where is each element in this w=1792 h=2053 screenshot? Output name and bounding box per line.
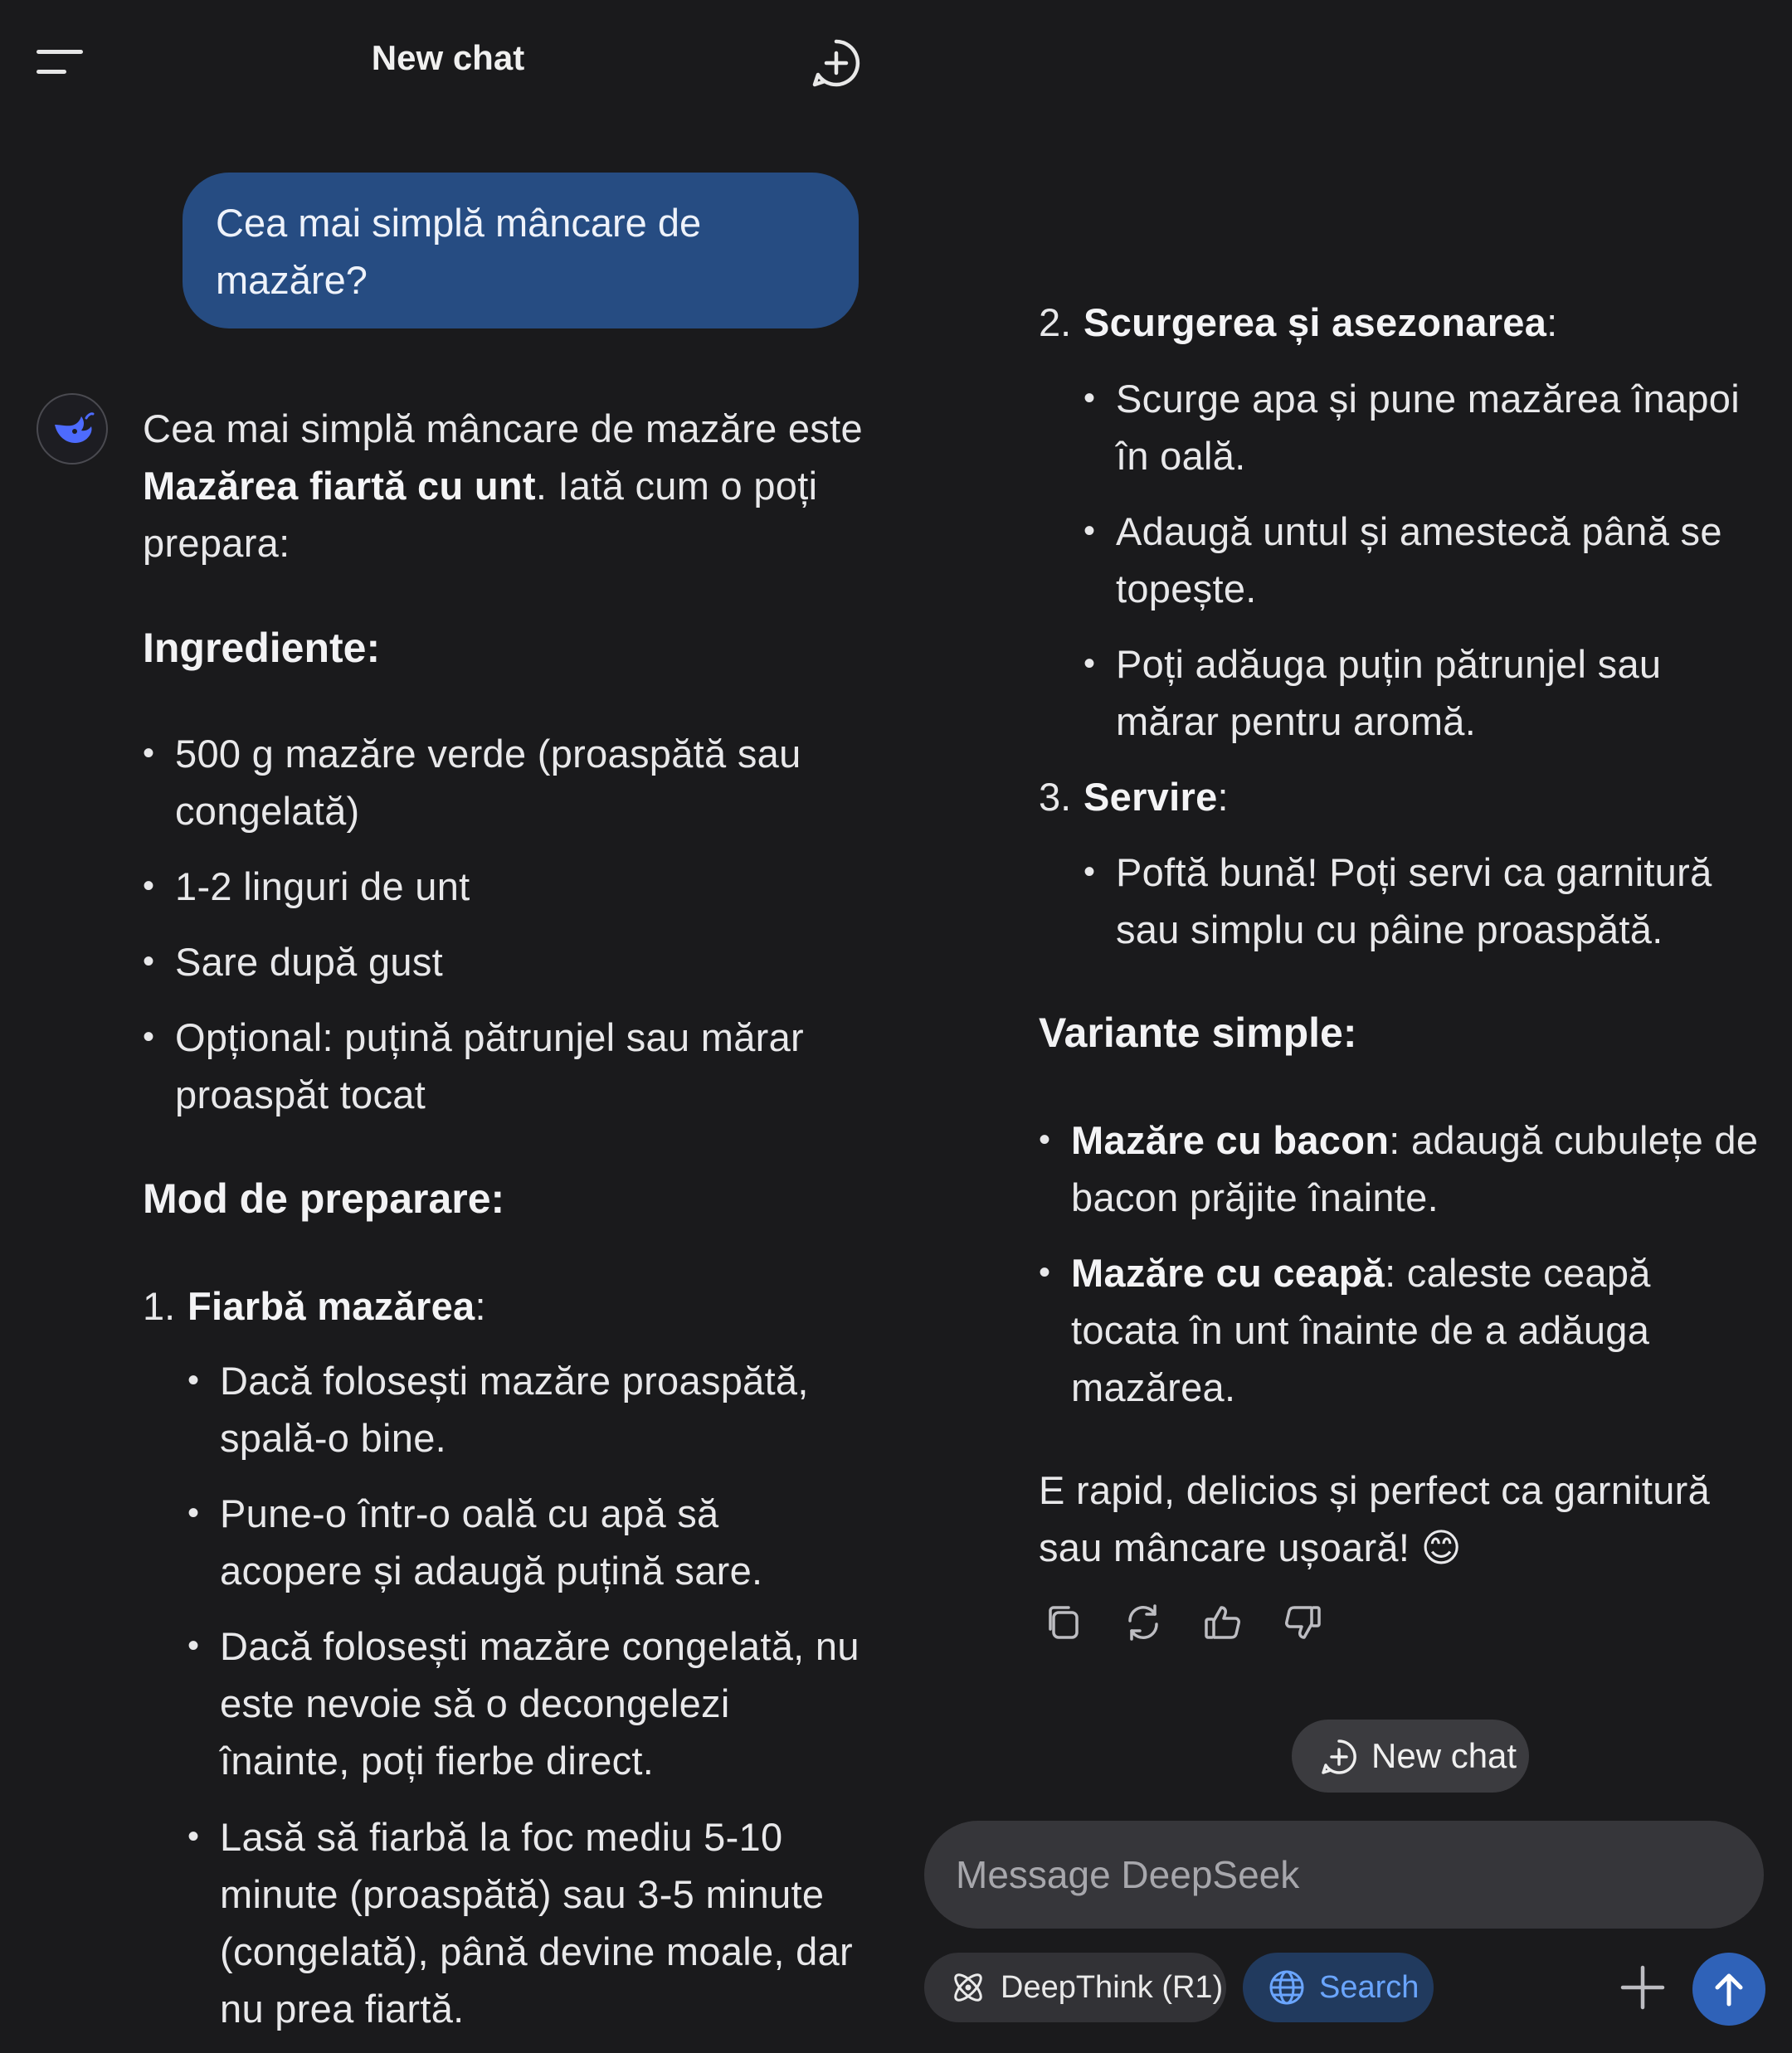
step-item: Poftă bună! Poți servi ca garnitură sau simplu cu pâine proaspătă. — [1116, 850, 1712, 951]
ingredient-item: 500 g mazăre verde (proaspătă sau congelată) — [175, 732, 801, 833]
step-title: Servire: — [1083, 775, 1229, 819]
variant-item: Mazăre cu ceapă: caleste ceapă tocata în unt înainte de a adăuga mazărea. — [1071, 1251, 1651, 1409]
step-number: 2. — [1039, 300, 1072, 344]
smile-emoji: 😊 — [1420, 1525, 1462, 1569]
deepthink-label: DeepThink (R1) — [1001, 1970, 1224, 2005]
copy-icon[interactable] — [1040, 1599, 1087, 1646]
variant-item: Mazăre cu bacon: adaugă cubulețe de bacon prăjite înainte. — [1071, 1118, 1759, 1219]
atom-icon — [949, 1968, 987, 2007]
ingredient-item: 1-2 linguri de unt — [175, 864, 470, 908]
page-title: New chat — [371, 38, 525, 77]
message-input[interactable] — [924, 1821, 1764, 1929]
assistant-avatar — [37, 393, 108, 465]
method-heading: Mod de preparare: — [143, 1175, 505, 1222]
search-toggle[interactable] — [1243, 1953, 1434, 2022]
step-item: Dacă folosești mazăre proaspătă, spală-o bine. — [220, 1359, 809, 1460]
user-message-bubble: Cea mai simplă mâncare de mazăre? — [183, 173, 859, 328]
regenerate-icon[interactable] — [1120, 1599, 1166, 1646]
step-item: Scurge apa și pune mazărea înapoi în oală. — [1116, 377, 1740, 478]
step-item: Dacă folosești mazăre congelată, nu este nevoie să o decongelezi înainte, poți fierbe direct. — [220, 1624, 859, 1783]
attach-plus-icon[interactable] — [1611, 1956, 1674, 2019]
step-item: Adaugă untul și amestecă până se topește. — [1116, 509, 1722, 611]
deepseek-whale-icon — [50, 406, 96, 453]
ingredient-item: Sare după gust — [175, 940, 443, 984]
new-chat-icon[interactable] — [810, 36, 863, 90]
thumbs-up-icon[interactable] — [1200, 1599, 1246, 1646]
step-title: Scurgerea și asezonarea: — [1083, 300, 1558, 344]
deepthink-toggle[interactable] — [924, 1953, 1226, 2022]
variants-heading: Variante simple: — [1039, 1009, 1357, 1056]
step-item: Poți adăuga puțin pătrunjel sau mărar pentru aromă. — [1116, 642, 1662, 743]
new-chat-icon — [1320, 1738, 1358, 1776]
thumbs-down-icon[interactable] — [1279, 1599, 1326, 1646]
step-item: Pune-o într-o oală cu apă să acopere și adaugă puțină sare. — [220, 1491, 763, 1593]
step-title: Fiarbă mazărea: — [187, 1284, 486, 1328]
ingredients-heading: Ingrediente: — [143, 625, 381, 671]
step-number: 3. — [1039, 775, 1072, 819]
ingredient-item: Opțional: puțină pătrunjel sau mărar proaspăt tocat — [175, 1015, 805, 1117]
menu-icon[interactable] — [37, 48, 83, 78]
send-button[interactable] — [1692, 1953, 1765, 2026]
new-chat-label: New chat — [1371, 1736, 1517, 1775]
left-pane: New chat Cea mai simplă mâncare de mazăre? Cea mai simplă mâncare de mazăre este Mazărea fiartă cu unt. Iată cum o poți prepara: Ingrediente: • 500 g mazăre verde (proaspătă sau congelată) • 1-2 linguri de unt • Sare după gust • Opțional: puțină pătrunjel sau mărar proaspăt tocat Mod de preparare: 1. Fiarbă mazărea: • Dacă folosești mazăre proaspătă, spală-o bine. • Pune-o într-o oală cu apă să acopere și adaugă puțină sare. • Dacă folosești mazăre congelată, nu este nevoie să o decongelezi înainte, poți fierbe direct. • Lasă să fiarbă la foc mediu 5-10 minute (proaspătă) sau 3-5 minute (congelată), până devine moale, dar nu prea fiartă. — [0, 0, 896, 2053]
new-chat-button[interactable] — [1292, 1720, 1529, 1793]
globe-icon — [1268, 1968, 1306, 2007]
search-label: Search — [1319, 1970, 1419, 2005]
intro-paragraph: Cea mai simplă mâncare de mazăre este Mazărea fiartă cu unt. Iată cum o poți prepara: — [143, 406, 863, 565]
arrow-up-icon — [1707, 1968, 1751, 2011]
closing-paragraph: E rapid, delicios și perfect ca garnitură sau mâncare ușoară! 😊 — [1039, 1468, 1711, 1569]
step-number: 1. — [143, 1284, 176, 1328]
step-item: Lasă să fiarbă la foc mediu 5-10 minute (proaspătă) sau 3-5 minute (congelată), până devine moale, dar nu prea fiartă. — [220, 1815, 853, 2031]
right-pane: 2. Scurgerea și asezonarea: • Scurge apa și pune mazărea înapoi în oală. • Adaugă untul și amestecă până se topește. • Poți adăuga puțin pătrunjel sau mărar pentru aromă. 3. Servire: • Poftă bună! Poți servi ca garnitură sau simplu cu pâine proaspătă. Variante simple: • Mazăre cu bacon: adaugă cubulețe de bacon prăjite înainte. • Mazăre cu ceapă: caleste ceapă tocata în unt înainte de a adăuga mazărea. E rapid, delicios și perfect ca garnitură sau mâncare ușoară! 😊 New chat Message DeepSeek DeepThink (R1) Search — [896, 0, 1792, 2053]
